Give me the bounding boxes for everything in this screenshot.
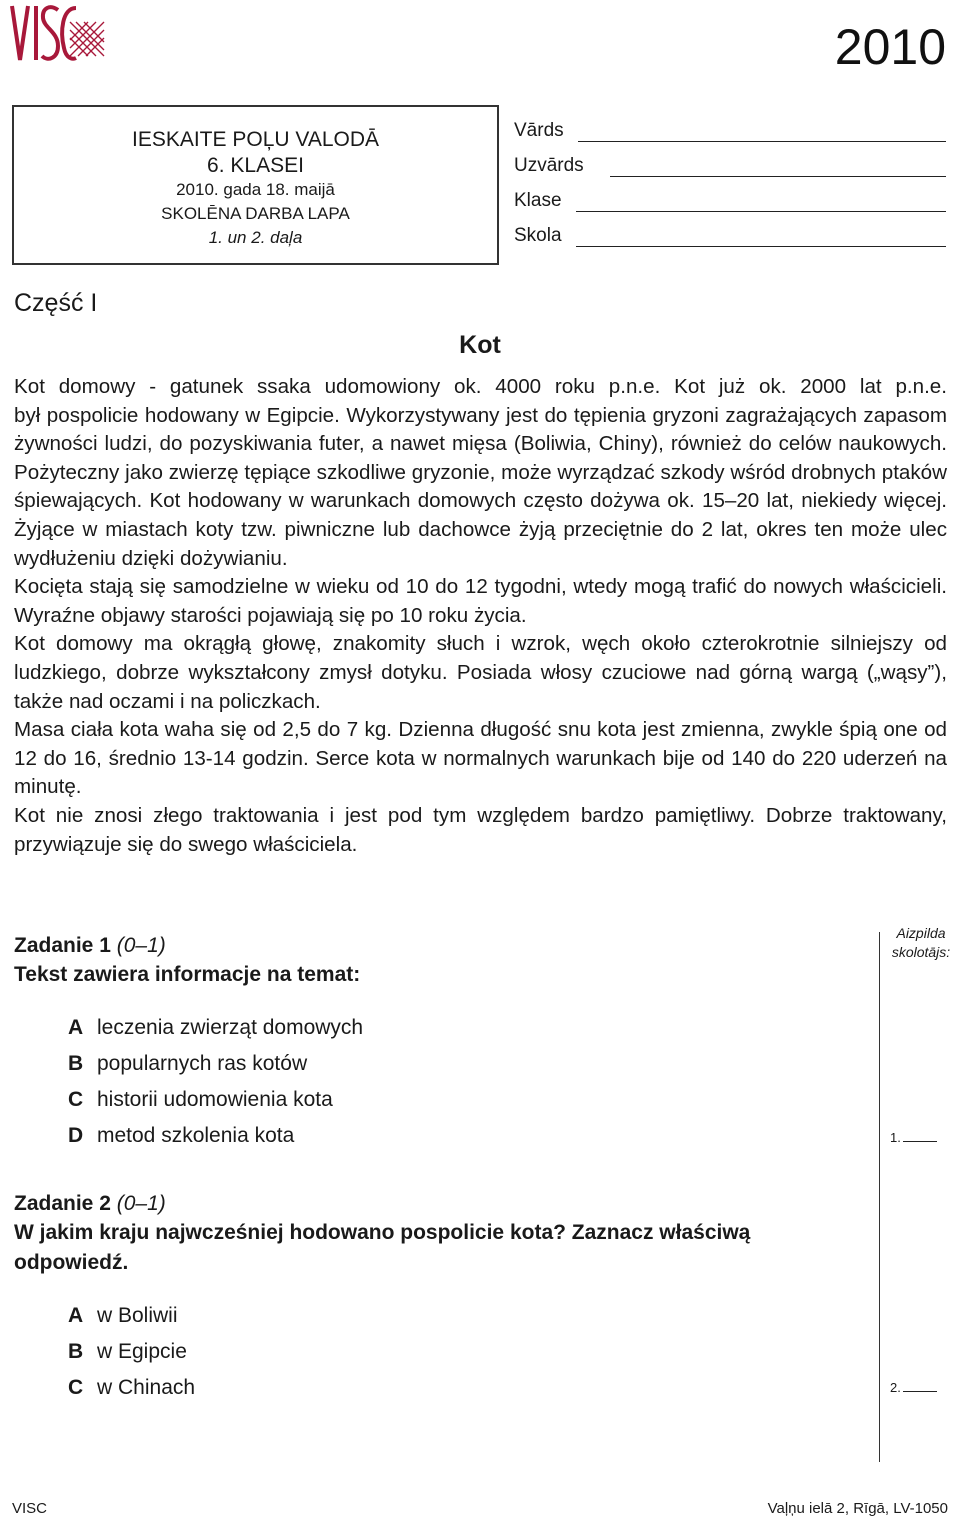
option-letter: A — [68, 1016, 84, 1039]
paragraph: Kot domowy ma okrągłą głowę, znakomity słuch i wzrok, węch około czterokrotnie silniejszy od ludzkiego, dobrze wykształcony zmysł dotyku. Posiada włosy czuciowe nad górną wargą („wąsy”), także nad oczami i na policzkach. — [14, 632, 947, 713]
reading-text — [14, 373, 947, 859]
part-title: Część I — [14, 289, 98, 317]
option-letter: C — [68, 1088, 84, 1111]
name-line[interactable] — [578, 141, 946, 142]
paragraph: Kocięta stają się samodzielne w wieku od 10 do 12 tygodni, wtedy mogą trafić do nowych właścicieli. Wyraźne objawy starości pojawiają się po 10 roku życia. — [14, 575, 947, 627]
surname-field[interactable] — [514, 157, 946, 179]
exam-grade: 6. KLASEI — [207, 154, 304, 177]
task-2-option-b[interactable] — [68, 1340, 187, 1364]
task-1-option-c[interactable] — [68, 1088, 333, 1112]
visc-logo — [10, 2, 106, 66]
task-1-question: Tekst zawiera informacje na temat: — [14, 963, 361, 986]
option-text: w Egipcie — [97, 1340, 187, 1363]
exam-date: 2010. gada 18. maijā — [176, 180, 335, 199]
task-heading-label: Zadanie 2 — [14, 1192, 111, 1215]
grader-label-line: Aizpilda — [896, 925, 946, 941]
score-line[interactable] — [903, 1391, 937, 1392]
exam-title: IESKAITE POĻU VALODĀ — [131, 128, 380, 151]
option-letter: D — [68, 1124, 84, 1147]
school-line[interactable] — [576, 246, 946, 247]
option-text: popularnych ras kotów — [97, 1052, 308, 1075]
task-2-heading — [14, 1192, 166, 1216]
footer-address: Vaļņu ielā 2, Rīgā, LV-1050 — [767, 1500, 948, 1517]
score-line[interactable] — [903, 1141, 937, 1142]
option-text: historii udomowienia kota — [97, 1088, 333, 1111]
surname-line[interactable] — [610, 176, 946, 177]
option-letter: A — [68, 1304, 84, 1327]
school-label: Skola — [514, 225, 562, 246]
paragraph: Masa ciała kota waha się od 2,5 do 7 kg. Dzienna długość snu kota jest zmienna, zwykle śpią one od 12 do 16, średnio 13-14 godzin. Serce kota w normalnych warunkach bije od 140 do 220 uderzeń na minutę. — [14, 718, 947, 799]
paragraph: Kot nie znosi złego traktowania i jest pod tym względem bardzo pamiętliwy. Dobrze traktowany, przywiązuje się do swego właściciela. — [14, 803, 947, 856]
surname-label: Uzvārds — [514, 155, 584, 176]
option-text: w Boliwii — [97, 1304, 178, 1327]
story-title: Kot — [459, 331, 501, 359]
class-field[interactable] — [514, 192, 946, 214]
task-2-question: W jakim kraju najwcześniej hodowano pospolicie kota? Zaznacz właściwą odpowiedź. — [14, 1221, 751, 1274]
option-text: w Chinach — [97, 1376, 196, 1399]
exam-year: 2010 — [834, 19, 946, 75]
grader-column-divider — [879, 932, 880, 1462]
option-letter: C — [68, 1376, 84, 1399]
option-text: leczenia zwierząt domowych — [97, 1016, 364, 1039]
option-letter: B — [68, 1340, 84, 1363]
name-label: Vārds — [514, 120, 564, 141]
task-1-option-a[interactable] — [68, 1016, 363, 1040]
task-1-option-d[interactable] — [68, 1124, 294, 1148]
name-field[interactable] — [514, 122, 946, 144]
task-points: (0–1) — [116, 934, 166, 957]
task-2-option-a[interactable] — [68, 1304, 178, 1328]
task-1-score-field[interactable] — [890, 1130, 937, 1145]
worksheet-label: SKOLĒNA DARBA LAPA — [161, 204, 350, 223]
task-1-option-b[interactable] — [68, 1052, 307, 1076]
grader-label-line: skolotājs: — [891, 944, 951, 960]
task-2-score-field[interactable] — [890, 1380, 937, 1395]
grader-label — [882, 924, 960, 962]
task-1-heading — [14, 934, 166, 958]
class-line[interactable] — [576, 211, 946, 212]
task-2-option-c[interactable] — [68, 1376, 195, 1400]
exam-parts: 1. un 2. daļa — [208, 228, 303, 247]
paragraph: Kot domowy - gatunek ssaka udomowiony ok. 4000 roku p.n.e. Kot już ok. 2000 lat p.n.e. — [14, 375, 947, 398]
score-number: 1. — [890, 1130, 901, 1145]
task-points: (0–1) — [116, 1192, 166, 1215]
option-text: metod szkolenia kota — [97, 1124, 295, 1147]
paragraph: był pospolicie hodowany w Egipcie. Wykorzystywany jest do tępienia gryzoni zagrażających zapasom żywności ludzi, do pozyskiwania futer, a nawet mięsa (Boliwia, Chiny), również do celów naukowych. Pożyteczny jako zwierzę tępiące szkodliwe gryzonie, może wyrządzać szkody wśród drobnych ptaków śpiewających. Kot hodowany w warunkach domowych często dożywa ok. 15–20 lat, niekiedy więcej. Żyjące w miastach koty tzw. piwniczne lub dachowce żyją przeciętnie do 2 lat, okres ten może ulec wydłużeniu dzięki dożywianiu. — [14, 403, 947, 570]
option-letter: B — [68, 1052, 84, 1075]
school-field[interactable] — [514, 227, 946, 249]
score-number: 2. — [890, 1380, 901, 1395]
task-heading-label: Zadanie 1 — [14, 934, 111, 957]
footer-org: VISC — [12, 1500, 48, 1517]
exam-info-box — [12, 105, 499, 265]
class-label: Klase — [514, 190, 562, 211]
